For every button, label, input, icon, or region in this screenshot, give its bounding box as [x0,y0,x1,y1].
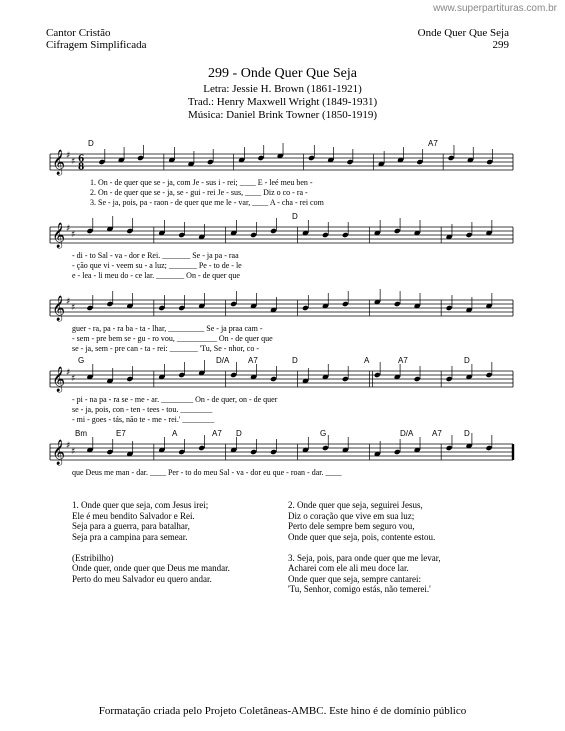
verse-line: Onde quer, onde quer que Deus me mandar. [72,563,230,573]
verse-line: Ele é meu bendito Salvador e Rei. [72,510,195,521]
chord-symbol: E7 [116,429,126,438]
lyric-line: 2. On - de quer que se - ja, se - gui - rei Je - sus, ____ Diz o co - ra - [90,188,308,197]
lyric-line: e - lea - li meu do - ce lar. _______ On - de quer que [72,271,240,280]
chord-symbol: D [464,429,470,438]
sharp-icon: ♯ [66,151,71,161]
running-title: Onde Quer Que Seja [417,27,509,39]
lyric-line: - ção que vi - veem su - a luz; _______ Pe - to de - le [72,261,242,270]
chord-symbol: D [236,429,242,438]
verse-line: 2. Onde quer que seja, seguirei Jesus, [288,500,423,510]
verse-line: Perto do meu Salvador eu quero andar. [72,573,212,584]
verse-line: Perto dele sempre bem seguro vou, [288,521,415,531]
chord-symbol: A7 [428,139,438,148]
verse-line: Onde quer que seja, pois, contente estou. [288,531,436,542]
chord-symbol: D/A [216,356,230,365]
treble-clef-icon: 𝄞 [52,150,66,175]
verse-line [288,542,441,553]
lyric-line: - sem - pre bem se - gu - ro vou, __________ On - de quer que [72,334,273,343]
sharp-icon: ♯ [71,230,76,240]
sharp-icon: ♯ [71,157,76,167]
lyric-line: que Deus me man - dar. ____ Per - to do meu Sal - va - dor eu que - roan - dar. ____ [72,468,342,477]
chord-symbol: G [78,356,85,365]
verse-line: Seja pra a campina para semear. [72,531,188,542]
verse-line: Diz o coração que vive em sua luz; [288,510,415,521]
lyric-line: - mi - goes - tás, não te - me - rei.' ________ [72,415,215,424]
lyric-line: se - ja, sem - pre can - ta - rei: _______ 'Tu, Se - nhor, co - [72,344,259,353]
sharp-icon: ♯ [66,297,71,307]
sharp-icon: ♯ [66,368,71,378]
treble-clef-icon: 𝄞 [52,440,66,465]
site-watermark: www.superpartituras.com.br [433,3,557,14]
chord-symbol: A7 [248,356,258,365]
lyric-line: se - ja, pois, con - ten - tees - tou. ________ [72,405,213,414]
chord-edition: Cifragem Simplificada [46,39,147,51]
verse-line: (Estribilho) [72,552,114,563]
time-signature-bottom: 8 [78,162,85,173]
verse-line: 'Tu, Senhor, comigo estás, não temerei.' [288,584,431,594]
chord-symbol: Bm [75,429,87,438]
verse-line: 1. Onde quer que seja, com Jesus irei; [72,500,209,510]
chord-symbol: D [464,356,470,365]
treble-clef-icon: 𝄞 [52,223,66,248]
lyric-line: 3. Se - ja, pois, pa - raon - de quer que me le - var, ____ A - cha - rei com [90,198,324,207]
chord-symbol: A7 [432,429,442,438]
sharp-icon: ♯ [71,374,76,384]
credit-translation: Trad.: Henry Maxwell Wright (1849-1931) [187,96,378,108]
chord-symbol: A [172,429,178,438]
verse-line: Seja para a guerra, para batalhar, [72,521,190,531]
chord-symbol: A7 [398,356,408,365]
verse-line: Onde quer que seja, sempre cantarei: [288,573,421,584]
chord-symbol: D [88,139,94,148]
hymnal-name: Cantor Cristão [46,27,111,39]
verses-left [72,500,230,584]
time-signature-top: 6 [78,154,85,165]
lyric-line: - di - to Sal - va - dor e Rei. _______ Se - ja pa - raa [72,251,239,260]
lyric-line: 1. On - de quer que se - ja, com Je - sus i - rei; ____ E - leé meu ben - [90,178,313,187]
chord-symbol: D [292,212,298,221]
verse-line: Acharei com ele ali meu doce lar. [288,563,409,573]
hymn-title: 299 - Onde Quer Que Seja [208,66,357,81]
lyric-line: guer - ra, pa - ra ba - ta - lhar, _________ Se - ja praa cam - [72,324,263,333]
verse-line: 3. Seja, pois, para onde quer que me levar, [288,552,441,563]
sharp-icon: ♯ [71,447,76,457]
chord-symbol: A [364,356,370,365]
sharp-icon: ♯ [66,441,71,451]
treble-clef-icon: 𝄞 [52,367,66,392]
credit-lyrics: Letra: Jessie H. Brown (1861-1921) [203,83,362,95]
chord-symbol: G [320,429,327,438]
footer-note: Formatação criada pelo Projeto Coletâneas-AMBC. Este hino é de domínio público [98,705,467,717]
lyric-line: - pi - na pa - ra se - me - ar. ________ On - de quer, on - de quer [72,395,278,404]
chord-symbol: A7 [212,429,222,438]
chord-symbol: D [292,356,298,365]
verse-line [72,542,230,553]
page-number: 299 [492,39,509,51]
treble-clef-icon: 𝄞 [52,296,66,321]
chord-symbol: D/A [400,429,414,438]
verses-right [288,500,441,595]
sharp-icon: ♯ [66,224,71,234]
sharp-icon: ♯ [71,303,76,313]
credit-music: Música: Daniel Brink Towner (1850-1919) [187,109,378,121]
